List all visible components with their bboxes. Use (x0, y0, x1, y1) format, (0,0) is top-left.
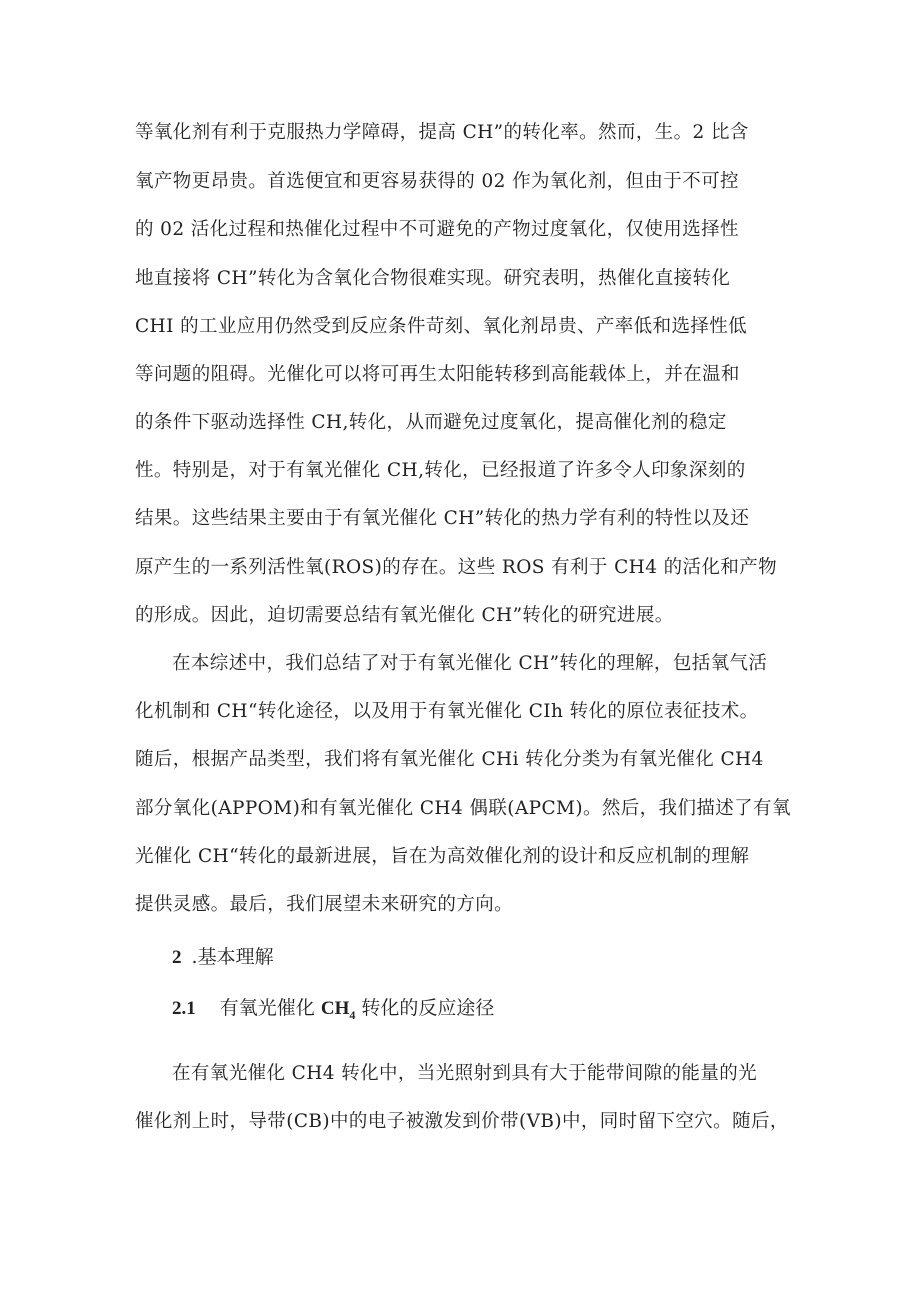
text-line: 等问题的阻碍。光催化可以将可再生太阳能转移到高能载体上，并在温和 (135, 364, 740, 385)
ch4-subscript: 4 (349, 1007, 356, 1022)
section-heading-2-1 (172, 994, 494, 1029)
text-line: 原产生的一系列活性氧(ROS)的存在。这些 ROS 有利于 CH4 的活化和产物 (135, 557, 778, 578)
text-line: 等氧化剂有利于克服热力学障碍，提高 CH”的转化率。然而，生。2 比含 (135, 122, 749, 143)
text-line: 化机制和 CH“转化途径，以及用于有氧光催化 CIh 转化的原位表征技术。 (135, 701, 759, 722)
section-heading-2 (172, 943, 274, 972)
section-number: 2.1 (172, 998, 196, 1019)
text-line: 的 02 活化过程和热催化过程中不可避免的产物过度氧化，仅使用选择性 (135, 219, 739, 240)
text-line: 随后，根据产品类型，我们将有氧光催化 CHi 转化分类为有氧光催化 CH4 (135, 749, 764, 770)
section-title: .基本理解 (191, 946, 274, 968)
section-title-prefix: 有氧光催化 (219, 997, 321, 1019)
text-line: 催化剂上时，导带(CB)中的电子被激发到价带(VB)中，同时留下空穴。随后， (135, 1111, 789, 1132)
ch4-formula (320, 998, 356, 1022)
text-line: 提供灵感。最后，我们展望未来研究的方向。 (135, 894, 514, 915)
section-title-suffix: 转化的反应途径 (361, 997, 495, 1019)
text-line: 地直接将 CH”转化为含氧化合物很难实现。研究表明，热催化直接转化 (135, 268, 731, 289)
text-line: CHI 的工业应用仍然受到反应条件苛刻、氧化剂昂贵、产率低和选择性低 (135, 316, 748, 337)
section-number: 2 (172, 947, 182, 968)
text-line: 部分氧化(APPOM)和有氧光催化 CH4 偶联(APCM)。然后，我们描述了有氧 (135, 798, 791, 819)
text-line: 在有氧光催化 CH4 转化中，当光照射到具有大于能带间隙的能量的光 (172, 1063, 758, 1084)
text-line: 的形成。因此，迫切需要总结有氧光催化 CH”转化的研究进展。 (135, 605, 674, 626)
text-line: 结果。这些结果主要由于有氧光催化 CH”转化的热力学有利的特性以及还 (135, 508, 750, 529)
text-line: 光催化 CH“转化的最新进展，旨在为高效催化剂的设计和反应机制的理解 (135, 846, 750, 867)
text-line: 的条件下驱动选择性 CH,转化，从而避免过度氧化，提高催化剂的稳定 (135, 412, 727, 433)
text-line: 氧产物更昂贵。首选便宜和更容易获得的 02 作为氧化剂，但由于不可控 (135, 171, 739, 192)
text-line: 性。特别是，对于有氧光催化 CH,转化，已经报道了许多令人印象深刻的 (135, 460, 746, 481)
text-line: 在本综述中，我们总结了对于有氧光催化 CH”转化的理解，包括氧气活 (172, 653, 768, 674)
ch4-base: CH (320, 998, 350, 1019)
